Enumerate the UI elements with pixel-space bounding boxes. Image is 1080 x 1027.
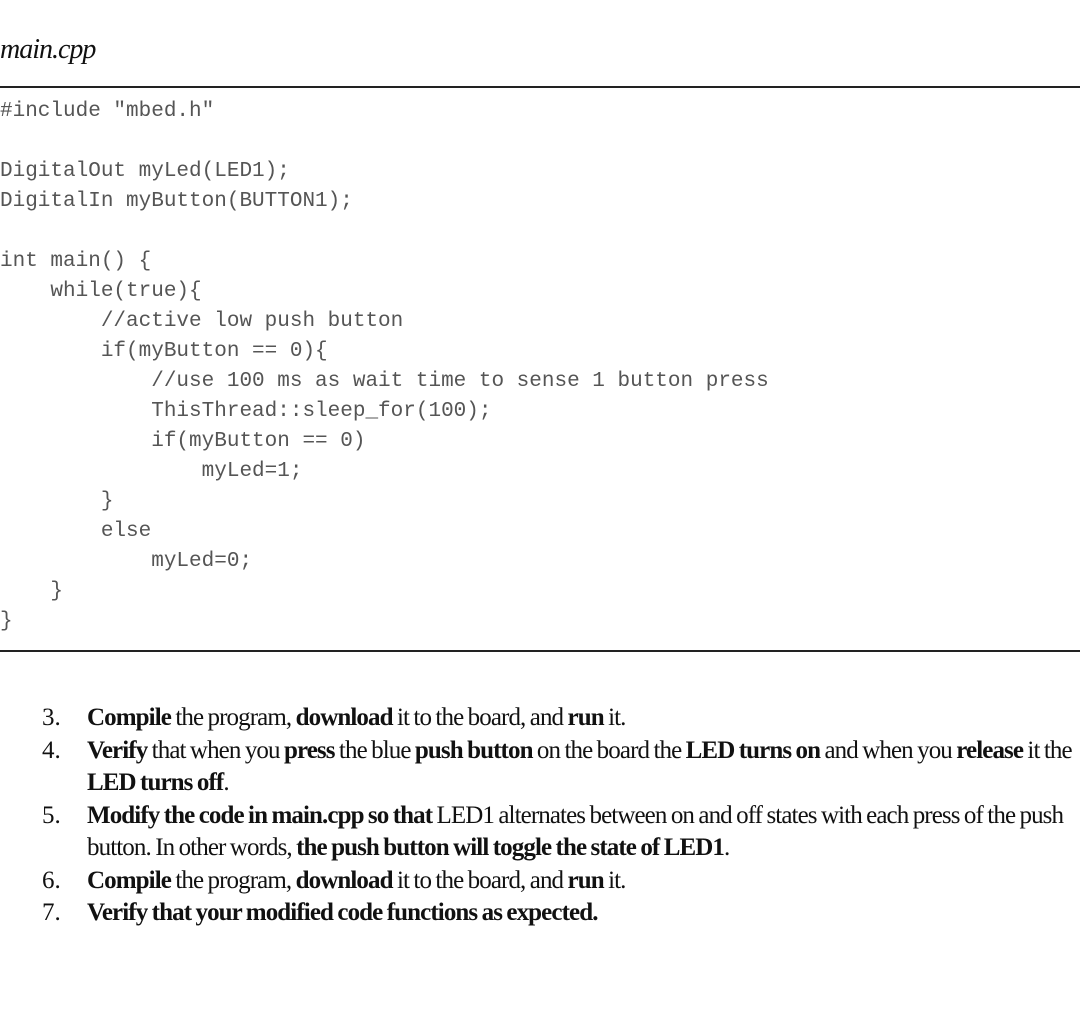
- instruction-steps: [0, 702, 1080, 930]
- step-text-bold: Compile: [87, 704, 171, 731]
- instruction-step: [0, 702, 1080, 735]
- step-number: 5.: [42, 801, 61, 829]
- step-text-bold: download: [295, 866, 393, 894]
- step-number: 4.: [42, 736, 61, 764]
- step-text-bold: Modify the code in main.cpp so that: [87, 801, 433, 829]
- step-text-bold: run: [567, 704, 604, 731]
- step-text: the program,: [170, 866, 296, 894]
- code-line: }: [0, 580, 64, 603]
- instruction-step: [0, 800, 1080, 865]
- step-text: LED1 alternates between on and off states with each press of the push button. In other words,: [87, 801, 1064, 861]
- step-number: 7.: [42, 899, 61, 926]
- code-line: ThisThread::sleep_for(100);: [0, 400, 492, 423]
- code-line: [0, 127, 769, 157]
- step-text: it.: [603, 866, 626, 894]
- step-text-bold: download: [295, 704, 393, 731]
- step-text: .: [724, 834, 730, 861]
- code-line: int main() {: [0, 250, 152, 273]
- step-text: it the: [1023, 736, 1072, 764]
- code-line: myLed=0;: [0, 550, 253, 573]
- step-text: it to the board, and: [392, 866, 568, 894]
- code-line: while(true){: [0, 280, 202, 303]
- step-number: 3.: [42, 704, 61, 731]
- step-number: 6.: [42, 866, 61, 894]
- code-line: //use 100 ms as wait time to sense 1 button press: [0, 370, 769, 393]
- step-text: it to the board, and: [392, 704, 568, 731]
- step-text: the program,: [170, 704, 296, 731]
- code-line: if(myButton == 0): [0, 430, 366, 453]
- step-text-bold: Verify: [87, 736, 148, 764]
- instruction-step: [0, 897, 1080, 930]
- instruction-step: [0, 735, 1080, 800]
- step-text-bold: run: [567, 866, 604, 894]
- step-text-bold: the push button will toggle the state of LED1: [296, 834, 725, 861]
- code-line: }: [0, 610, 13, 633]
- code-filename-caption: main.cpp: [0, 34, 96, 65]
- step-text: that when you: [147, 736, 284, 764]
- code-line: }: [0, 490, 114, 513]
- code-line: DigitalOut myLed(LED1);: [0, 160, 290, 183]
- code-line: //active low push button: [0, 310, 404, 333]
- code-line: DigitalIn myButton(BUTTON1);: [0, 190, 353, 213]
- code-line: else: [0, 520, 152, 543]
- step-text-bold: release: [956, 736, 1024, 764]
- code-line: #include "mbed.h": [0, 100, 215, 123]
- instruction-step: [0, 865, 1080, 898]
- step-text-bold: LED turns off: [87, 769, 224, 796]
- code-lines: [0, 97, 769, 637]
- step-text: the blue: [334, 736, 415, 764]
- step-text-bold: Compile: [87, 866, 171, 894]
- step-text-bold: LED turns on: [685, 736, 821, 764]
- step-text: .: [223, 769, 229, 796]
- code-line: myLed=1;: [0, 460, 303, 483]
- step-text: on the board the: [532, 736, 686, 764]
- step-text-bold: Verify that your modified code functions as expected.: [87, 899, 598, 926]
- code-line: [0, 217, 769, 247]
- step-text-bold: press: [283, 736, 335, 764]
- step-text-bold: push button: [414, 736, 533, 764]
- step-text: and when you: [820, 736, 957, 764]
- code-listing: [0, 86, 1080, 652]
- code-line: if(myButton == 0){: [0, 340, 328, 363]
- step-text: it.: [603, 704, 626, 731]
